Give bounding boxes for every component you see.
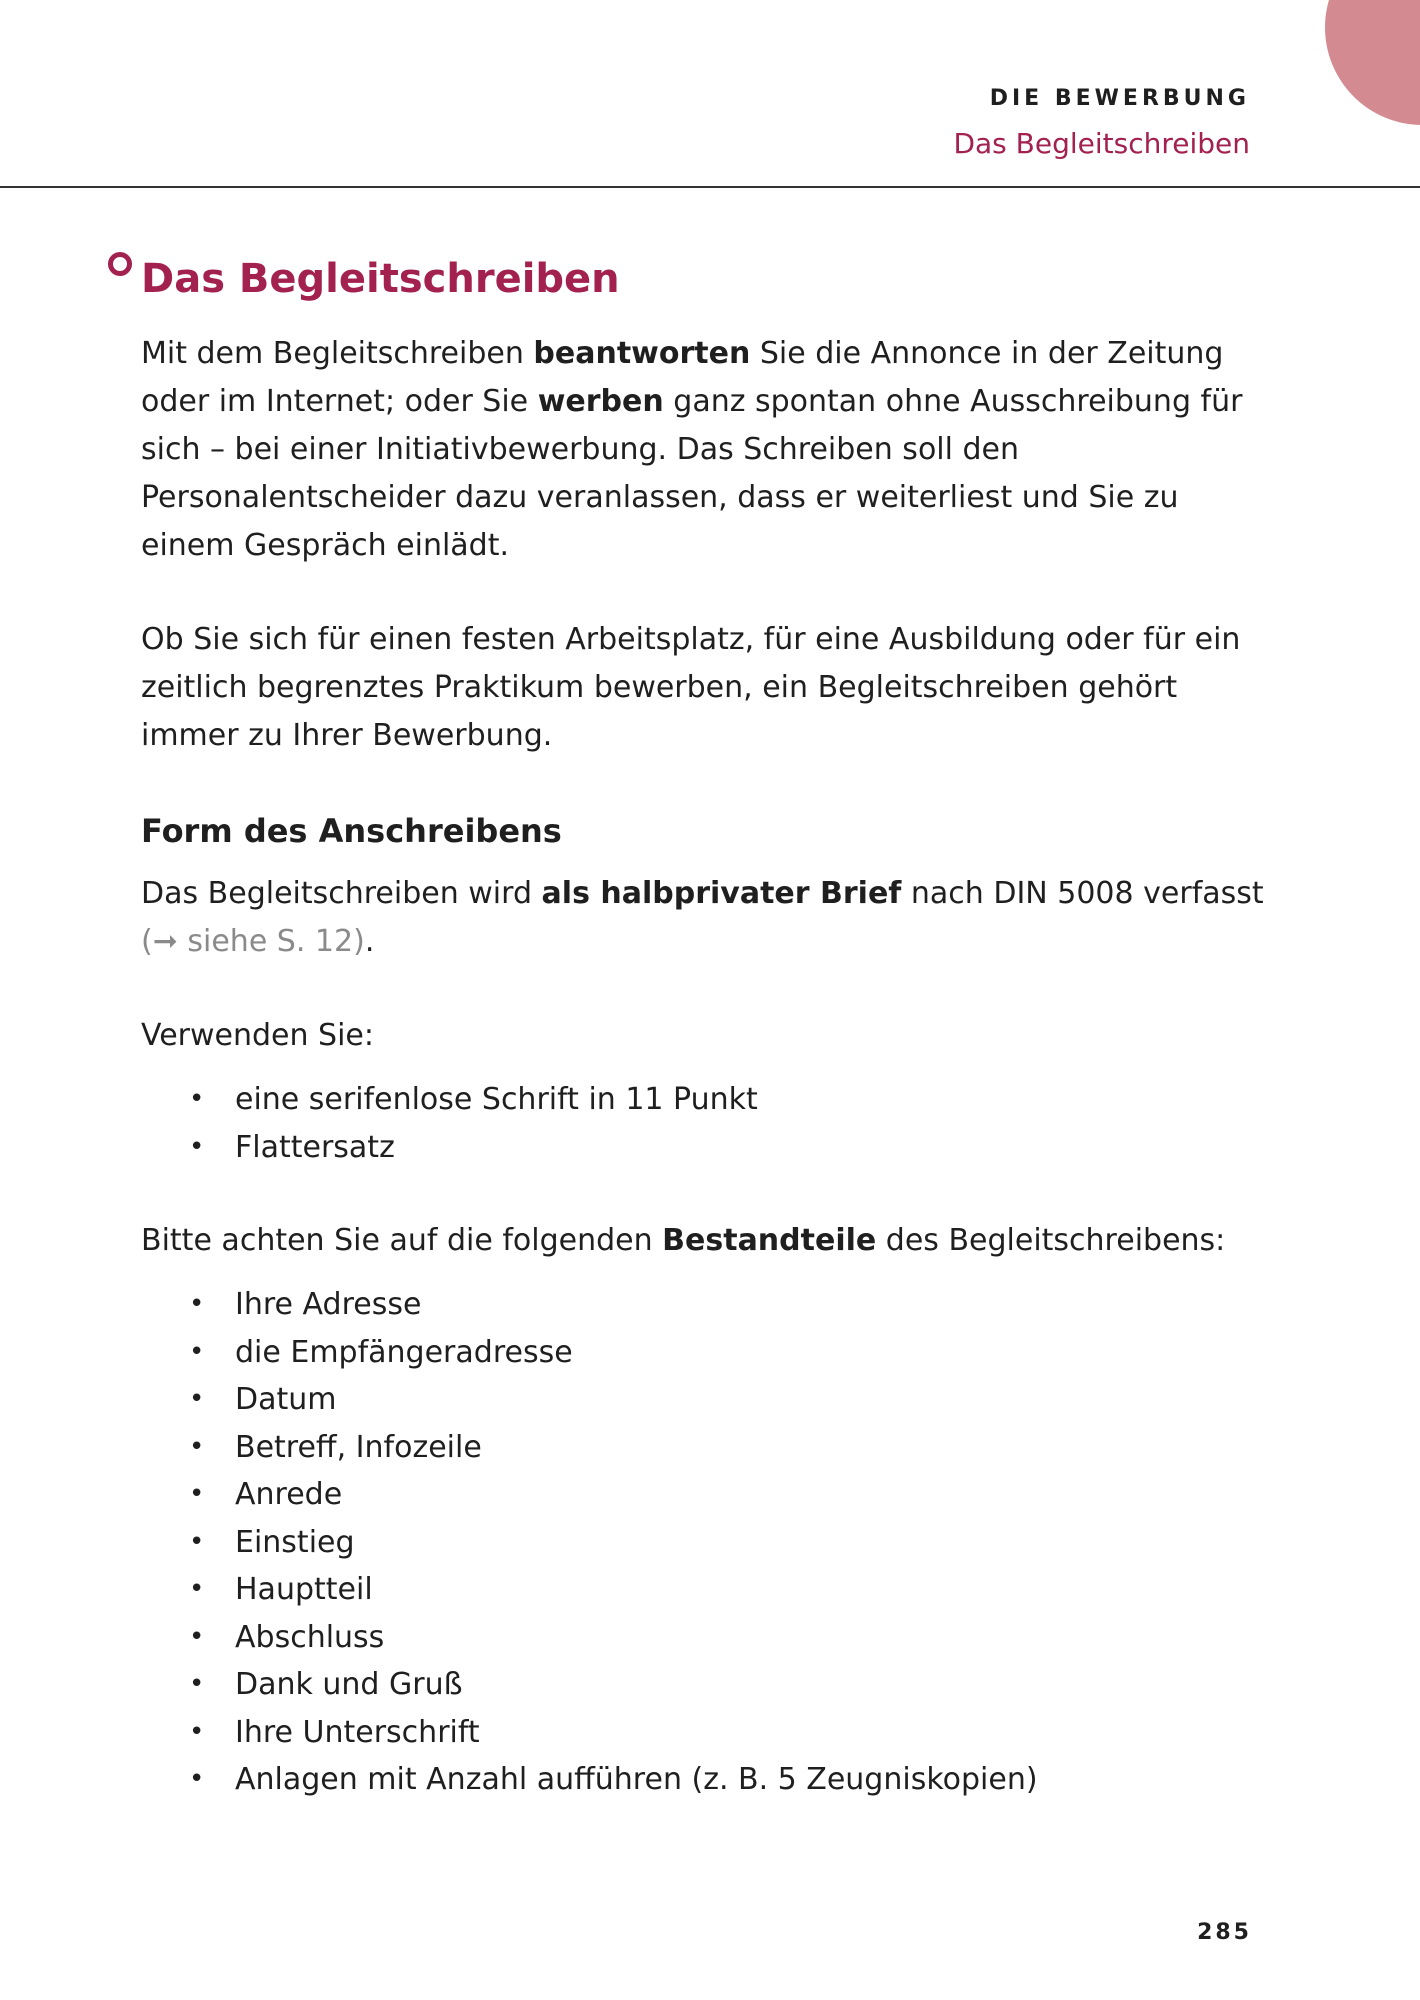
bullet-icon: • — [189, 1479, 205, 1509]
list-item — [141, 1471, 1271, 1519]
intro-bold-2: werben — [537, 384, 664, 419]
bullet-icon: • — [189, 1289, 205, 1319]
intro-text-1: Mit dem Begleitschreiben — [141, 336, 534, 371]
list-item — [141, 1281, 1271, 1329]
list-item-text: Datum — [235, 1382, 337, 1417]
running-header — [953, 82, 1250, 164]
bullet-icon: • — [189, 1764, 205, 1794]
chapter-title: DIE BEWERBUNG — [989, 86, 1250, 111]
list-item-text: Abschluss — [235, 1619, 385, 1655]
verwenden-list — [141, 1076, 1271, 1171]
corner-decoration — [1325, 0, 1420, 125]
bullet-icon: • — [189, 1336, 205, 1367]
bullet-icon: • — [189, 1574, 205, 1604]
bullet-icon: • — [189, 1669, 205, 1699]
list-item-text: Betreff, Infozeile — [235, 1429, 482, 1465]
form-text-2: nach DIN 5008 verfasst — [901, 876, 1264, 911]
list-item — [141, 1519, 1271, 1567]
list-item-text: Anrede — [235, 1477, 343, 1512]
section-title: Das Begleitschreiben — [953, 127, 1250, 160]
form-text-3: . — [364, 924, 375, 959]
intro-text-3: ganz spontan ohne Ausschreibung für sich – bei einer Initiativbewerbung. Das Schreiben soll den Personalentscheider dazu veranlassen, dass er weiterliest und Sie zu einem Gespräch einlädt. — [141, 384, 1243, 563]
list-item-text: Ihre Adresse — [235, 1287, 422, 1322]
list-item — [141, 1709, 1271, 1757]
list-item-text: Flattersatz — [235, 1129, 395, 1165]
list-item — [141, 1756, 1271, 1804]
second-paragraph: Ob Sie sich für einen festen Arbeitsplatz, für eine Ausbildung oder für ein zeitlich begrenztes Praktikum bewerben, ein Begleitschreiben gehört immer zu Ihrer Bewerbung. — [141, 622, 1241, 753]
bullet-icon: • — [189, 1384, 205, 1414]
bestand-bold: Bestandteile — [662, 1223, 877, 1258]
list-item — [141, 1124, 1271, 1172]
intro-bold-1: beantworten — [533, 336, 751, 371]
list-item — [141, 1614, 1271, 1662]
page-number: 285 — [1197, 1920, 1252, 1945]
list-item-text: eine serifenlose Schrift in 11 Punkt — [235, 1082, 758, 1117]
heading-ring-icon — [108, 252, 132, 276]
main-content — [141, 250, 1271, 1804]
bestand-text-1: Bitte achten Sie auf die folgenden — [141, 1223, 663, 1258]
header-rule — [0, 186, 1420, 188]
list-item — [141, 1566, 1271, 1614]
bestand-text-2: des Begleitschreibens: — [876, 1223, 1226, 1258]
bestandteile-list — [141, 1281, 1271, 1804]
form-paragraph — [141, 870, 1271, 966]
bullet-icon: • — [189, 1084, 205, 1114]
list-item-text: Einstieg — [235, 1524, 355, 1560]
list-item-text: Ihre Unterschrift — [235, 1714, 480, 1750]
intro-text-2: Sie die Annonce in der Zeitung oder im Internet; oder Sie — [141, 336, 1224, 419]
list-item — [141, 1376, 1271, 1424]
form-text-1: Das Begleitschreiben wird — [141, 876, 542, 911]
bestandteile-paragraph — [141, 1217, 1271, 1265]
list-item-text: Dank und Gruß — [235, 1667, 463, 1702]
list-item-text: Hauptteil — [235, 1572, 373, 1607]
page-reference-link[interactable]: (➞ siehe S. 12) — [141, 924, 365, 959]
intro-paragraph — [141, 330, 1271, 570]
form-subheading: Form des Anschreibens — [141, 812, 562, 850]
list-item-text: die Empfängeradresse — [235, 1334, 573, 1370]
list-item — [141, 1329, 1271, 1377]
verwenden-label: Verwenden Sie: — [141, 1018, 374, 1053]
bullet-icon: • — [189, 1716, 205, 1747]
list-item — [141, 1076, 1271, 1124]
form-bold: als halbprivater Brief — [541, 876, 902, 911]
page-heading: Das Begleitschreiben — [141, 256, 620, 302]
list-item — [141, 1661, 1271, 1709]
list-item — [141, 1424, 1271, 1472]
bullet-icon: • — [189, 1431, 205, 1462]
bullet-icon: • — [189, 1526, 205, 1557]
bullet-icon: • — [189, 1621, 205, 1652]
bullet-icon: • — [189, 1131, 205, 1162]
list-item-text: Anlagen mit Anzahl aufführen (z. B. 5 Zeugniskopien) — [235, 1762, 1038, 1797]
